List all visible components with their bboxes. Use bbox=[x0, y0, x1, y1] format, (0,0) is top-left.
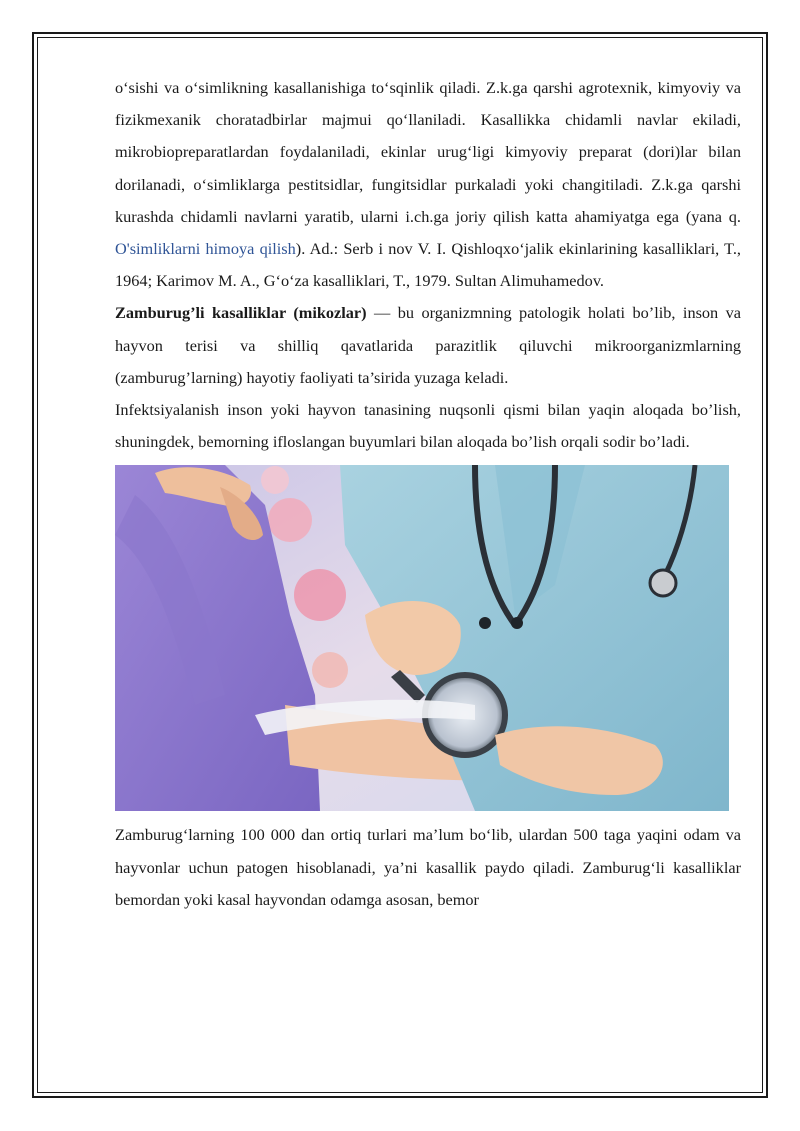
term-heading: Zamburug’li kasalliklar (mikozlar) bbox=[115, 303, 367, 323]
paragraph-mycoses-definition bbox=[115, 297, 741, 394]
paragraph-text: o‘sishi va o‘simlikning kasallanishiga to‘sqinlik qiladi. Z.k.ga qarshi agrotexnik, kimyoviy va fizikmexanik choratadbirlar majmui qo‘llaniladi. Kasallikka chidamli navlar ekiladi, mikrobiopreparatlardan foydalaniladi, ekinlar urug‘ligi kimyoviy preparat (dori)lar bilan dorilanadi, o‘simliklarga pestitsidlar, fungitsidlar purkaladi yoki changitiladi. Z.k.ga qarshi kurashda chidamli navlarni yaratib, ularni i.ch.ga joriy qilish katta ahamiyatga ega (yana q. bbox=[115, 78, 741, 226]
paragraph-fungi-species: Zamburug‘larning 100 000 dan ortiq turlari ma’lum bo‘lib, ulardan 500 taga yaqini odam va hayvonlar uchun patogen hisoblanadi, ya’ni kasallik paydo qiladi. Zamburug‘li kasalliklar bemordan yoki kasal hayvondan odamga asosan, bemor bbox=[115, 825, 741, 909]
doctor-examining-skin-photo bbox=[115, 465, 729, 811]
paragraph-text-end: ). Ad.: Serb i nov V. I. Qishloqxo‘jalik ekinlarining kasalliklari, T., 1964; Karimov M. A., G‘o‘za kasalliklari, T., 1979. Sultan Alimuhamedov. bbox=[115, 239, 741, 291]
term-definition: — bu organizmning patologik holati bo’lib, inson va hayvon terisi va shilliq qavatlarida parazitlik qiluvchi mikroorganizmlarning (zamburug’larning) hayotiy faoliyati ta’sirida yuzaga keladi. bbox=[115, 303, 742, 387]
paragraph-plant-protection bbox=[115, 72, 741, 297]
paragraph-infection: Infektsiyalanish inson yoki hayvon tanasining nuqsonli qismi bilan yaqin aloqada bo’lish, shuningdek, bemorning ifloslangan buyumlari bilan aloqada bo’lish orqali sodir bo’ladi. bbox=[115, 400, 741, 452]
document-body bbox=[115, 72, 741, 916]
plant-protection-link[interactable]: O'simliklarni himoya qilish bbox=[115, 239, 296, 259]
